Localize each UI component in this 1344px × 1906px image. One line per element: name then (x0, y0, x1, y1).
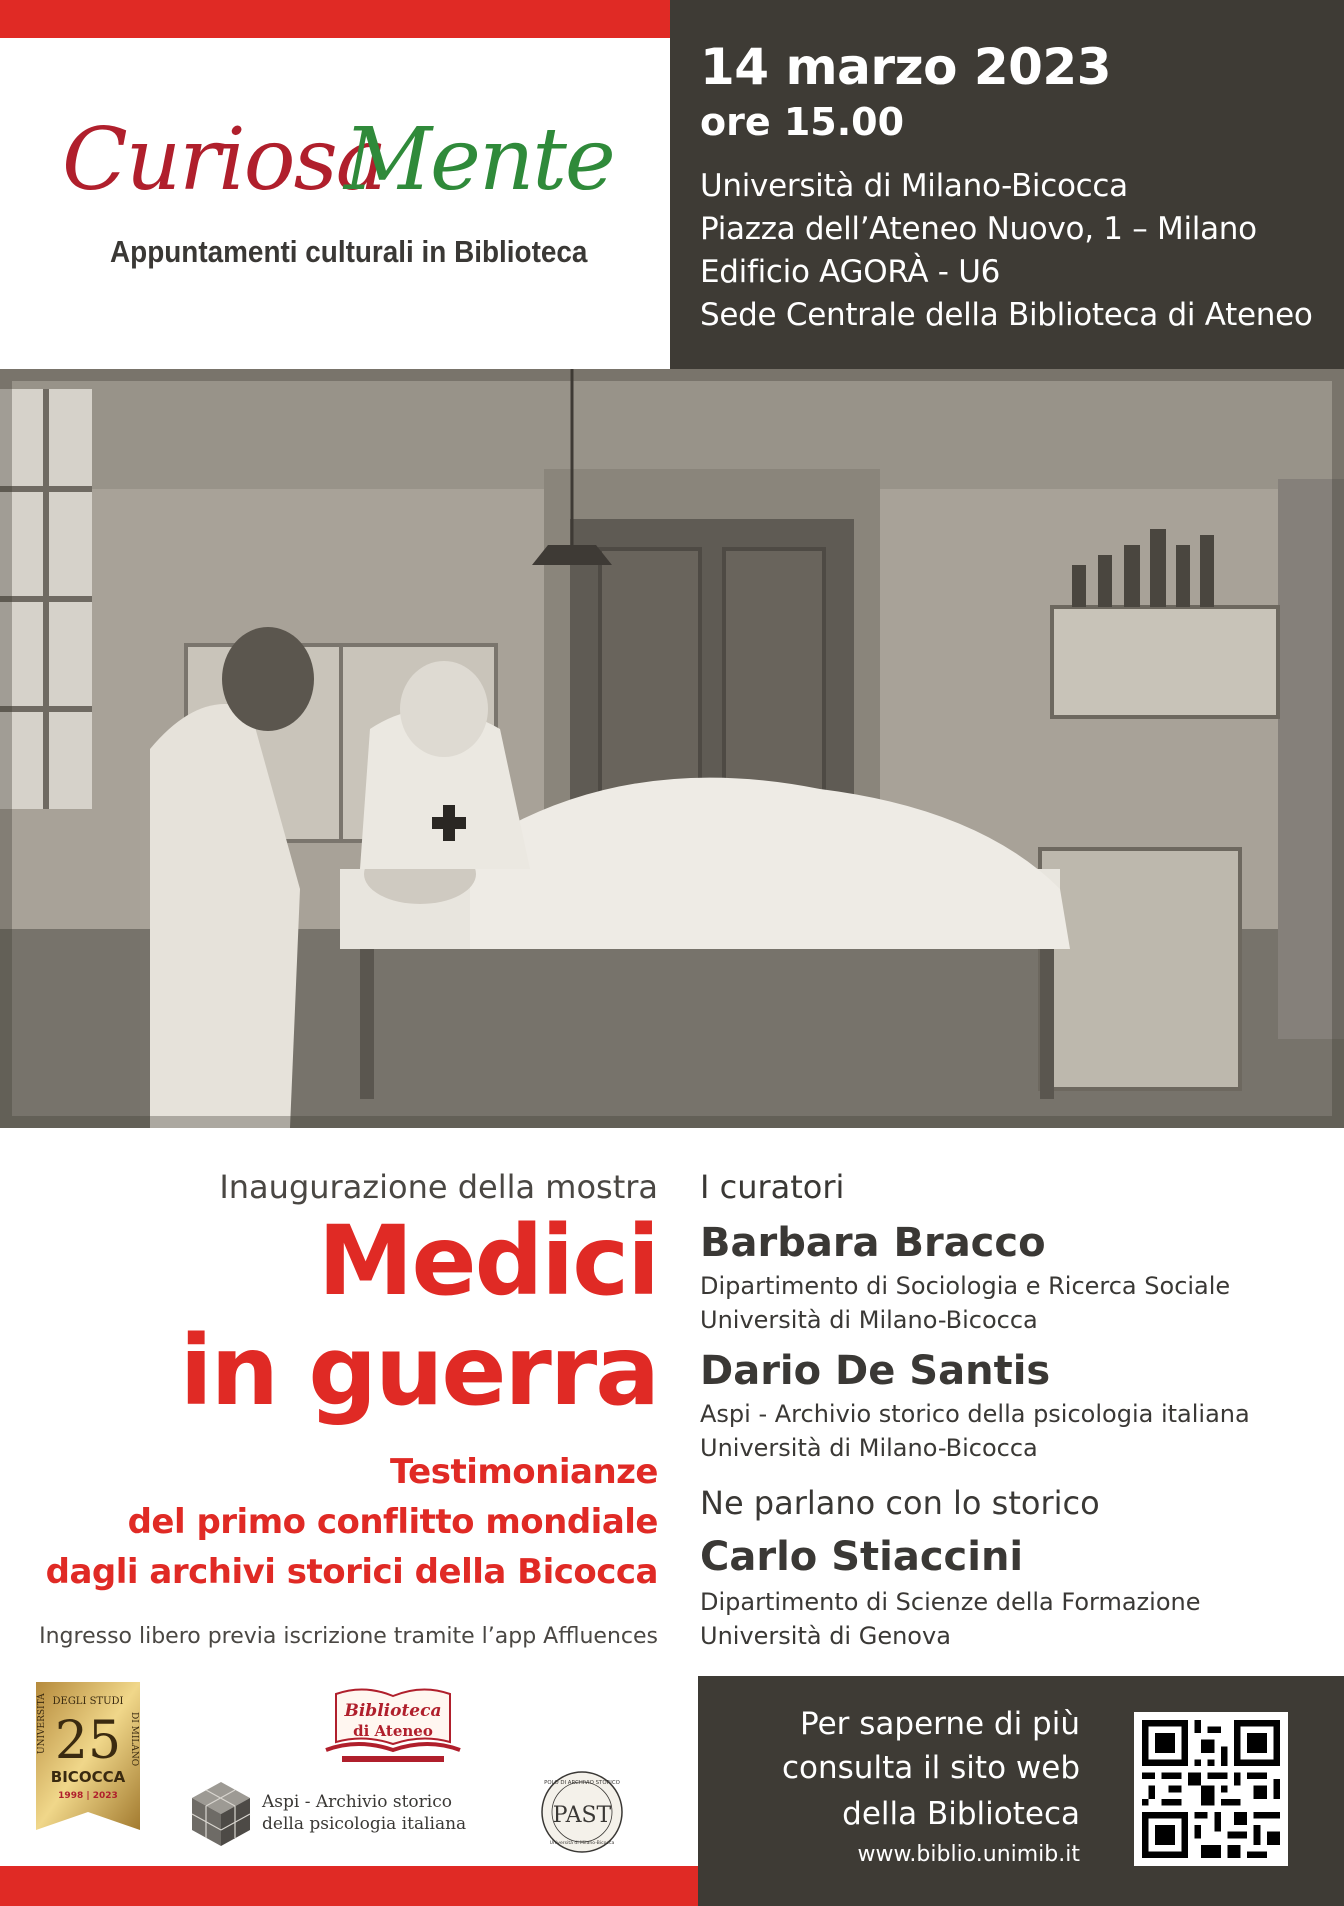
aspi-logo-line1: Aspi - Archivio storico (262, 1792, 452, 1812)
past-archive-logo (540, 1770, 624, 1854)
curator-affiliation: Dipartimento di Sociologia e Ricerca Sociale (700, 1272, 1231, 1300)
badge-arc-right: DI MILANO (129, 1712, 139, 1767)
address-line-library: Sede Centrale della Biblioteca di Ateneo (700, 297, 1313, 333)
event-date: 14 marzo 2023 (700, 38, 1112, 96)
past-logo-bottom: Università di Milano-Bicocca (549, 1841, 615, 1846)
exhibition-title-line1: Medici (317, 1205, 658, 1317)
address-line-university: Università di Milano-Bicocca (700, 168, 1128, 204)
more-info-line3: della Biblioteca (842, 1796, 1080, 1832)
qr-code[interactable] (1134, 1712, 1288, 1866)
curator-name-de-santis: Dario De Santis (700, 1348, 1051, 1394)
bottom-red-bar (0, 1866, 698, 1906)
qr-code-icon (1142, 1720, 1280, 1858)
aspi-cube-logo (190, 1780, 252, 1848)
biblioteca-logo-line1: Biblioteca (344, 1701, 442, 1721)
entry-note: Ingresso libero previa iscrizione tramite l’app Affluences (39, 1624, 658, 1649)
exhibition-title-line2: in guerra (179, 1315, 658, 1427)
speaker-name: Carlo Stiaccini (700, 1534, 1024, 1580)
event-time: ore 15.00 (700, 100, 905, 144)
past-logo-arc: POLO DI ARCHIVIO STORICO (544, 1780, 620, 1786)
badge-number: 25 (54, 1711, 122, 1771)
biblioteca-ateneo-logo (322, 1684, 464, 1768)
wall-cabinet (1052, 607, 1278, 717)
badge-name: BICOCCA (50, 1768, 126, 1786)
speaker-heading: Ne parlano con lo storico (700, 1484, 1100, 1522)
speaker-affiliation: Università di Genova (700, 1622, 951, 1650)
address-line-building: Edificio AGORÀ - U6 (700, 254, 1001, 290)
curator-affiliation: Aspi - Archivio storico della psicologia italiana (700, 1400, 1250, 1428)
hospital-room-illustration (0, 369, 1344, 1128)
curator-name-bracco: Barbara Bracco (700, 1220, 1046, 1266)
aspi-logo-line2: della psicologia italiana (262, 1814, 467, 1834)
curator-affiliation: Università di Milano-Bicocca (700, 1434, 1038, 1462)
badge-arc-left: UNIVERSITÀ (37, 1693, 47, 1754)
exhibition-subtitle-line1: Testimonianze (389, 1452, 658, 1492)
past-logo-name: PAST (552, 1803, 612, 1828)
badge-years: 1998 | 2023 (58, 1791, 118, 1801)
curator-affiliation: Università di Milano-Bicocca (700, 1306, 1038, 1334)
curiosamente-logo-part1: Curiosa (62, 110, 385, 210)
exhibition-subtitle-line3: dagli archivi storici della Bicocca (45, 1552, 658, 1592)
more-info-line1: Per saperne di più (799, 1706, 1080, 1742)
exhibition-intro: Inaugurazione della mostra (219, 1168, 658, 1206)
exhibition-subtitle-line2: del primo conflitto mondiale (127, 1502, 658, 1542)
badge-arc-top: DEGLI STUDI (52, 1696, 124, 1707)
bicocca-25-years-badge (36, 1682, 140, 1848)
more-info-line2: consulta il sito web (782, 1750, 1080, 1786)
historical-photo (0, 369, 1344, 1128)
curiosamente-logo-part2: Mente (344, 110, 614, 210)
logo-tagline: Appuntamenti culturali in Biblioteca (110, 234, 588, 269)
speaker-affiliation: Dipartimento di Scienze della Formazione (700, 1588, 1201, 1616)
top-red-bar (0, 0, 670, 38)
biblioteca-logo-line2: di Ateneo (353, 1722, 433, 1740)
address-line-street: Piazza dell’Ateneo Nuovo, 1 – Milano (700, 211, 1257, 247)
curators-heading: I curatori (700, 1168, 845, 1206)
library-website-link[interactable]: www.biblio.unimib.it (857, 1842, 1080, 1867)
